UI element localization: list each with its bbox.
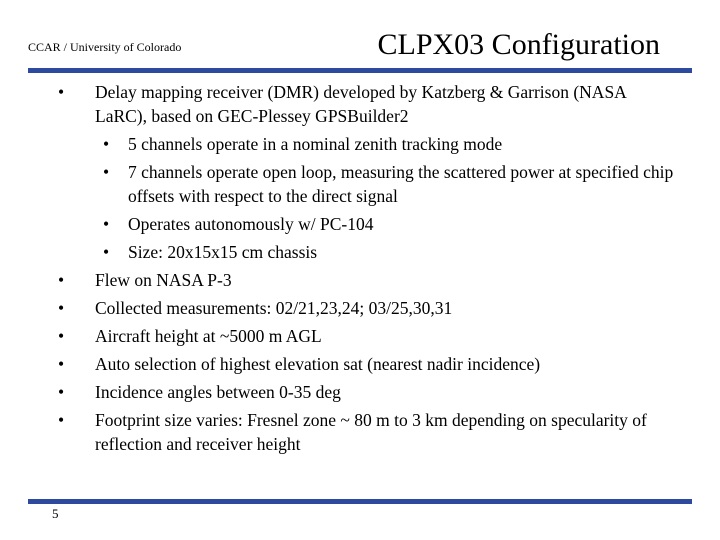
page-number: 5	[52, 506, 59, 521]
bullet-marker: •	[58, 326, 65, 346]
affiliation-label: CCAR / University of Colorado	[28, 40, 182, 54]
bullet-text: Flew on NASA P-3	[95, 270, 232, 290]
bullet-marker: •	[58, 410, 65, 430]
bullet-item	[58, 268, 678, 292]
bullet-text: Footprint size varies: Fresnel zone ~ 80 m to 3 km depending on specularity of reflection and receiver height	[95, 410, 647, 454]
bullet-text: Auto selection of highest elevation sat (nearest nadir incidence)	[95, 354, 541, 374]
bullet-marker: •	[58, 298, 65, 318]
sub-bullet-text: 5 channels operate in a nominal zenith tracking mode	[128, 134, 503, 154]
bullet-marker: •	[58, 382, 65, 402]
bullet-marker: •	[103, 214, 110, 234]
bullet-marker: •	[58, 354, 65, 374]
sub-bullet-item	[58, 160, 678, 208]
bullet-marker: •	[103, 162, 110, 182]
bullet-item	[58, 352, 678, 376]
bullet-text: Delay mapping receiver (DMR) developed by Katzberg & Garrison (NASA LaRC), based on GEC-Plessey GPSBuilder2	[95, 82, 626, 126]
sub-bullet-text: 7 channels operate open loop, measuring the scattered power at specified chip offsets with respect to the direct signal	[128, 162, 674, 206]
sub-bullet-text: Size: 20x15x15 cm chassis	[128, 242, 318, 262]
bullet-item	[58, 80, 678, 128]
bullet-marker: •	[103, 242, 110, 262]
bullet-marker: •	[58, 270, 65, 290]
bullet-text: Incidence angles between 0-35 deg	[95, 382, 341, 402]
bullet-item	[58, 380, 678, 404]
bullet-marker: •	[103, 134, 110, 154]
bullet-text: Collected measurements: 02/21,23,24; 03/25,30,31	[95, 298, 453, 318]
bullet-item	[58, 296, 678, 320]
bullet-item	[58, 408, 678, 456]
footer-rule	[28, 499, 692, 504]
sub-bullet-item	[58, 132, 678, 156]
bullet-marker: •	[58, 82, 65, 102]
bullet-text: Aircraft height at ~5000 m AGL	[95, 326, 322, 346]
bullet-list	[58, 80, 678, 460]
sub-bullet-item	[58, 240, 678, 264]
sub-bullet-text: Operates autonomously w/ PC-104	[128, 214, 374, 234]
header-rule	[28, 68, 692, 73]
slide-title: CLPX03 Configuration	[377, 28, 660, 61]
sub-bullet-item	[58, 212, 678, 236]
bullet-item	[58, 324, 678, 348]
